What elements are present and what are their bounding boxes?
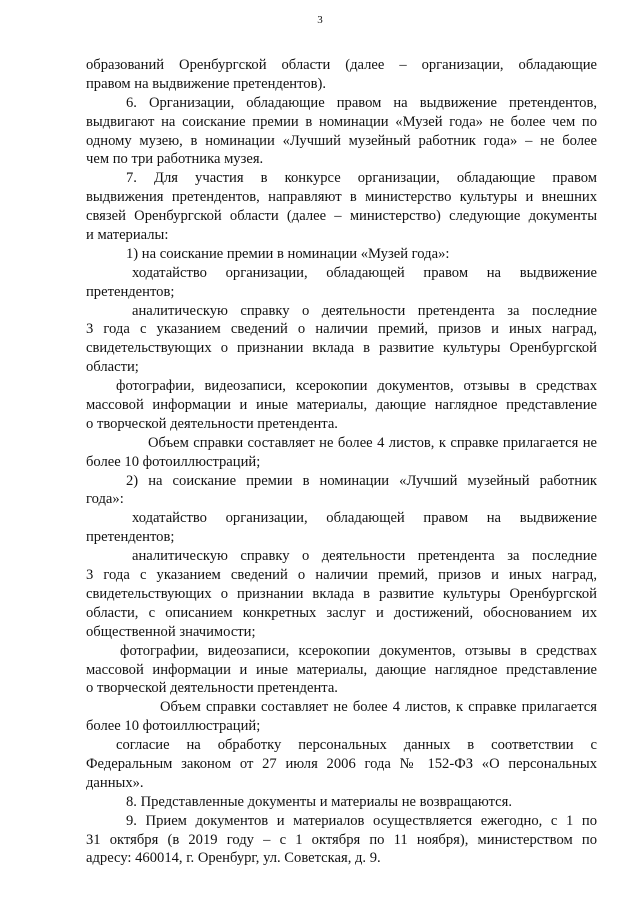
text-line: области, с описанием конкретных заслуг и достижений, обоснованием их — [86, 604, 597, 621]
text-line: более 10 фотоиллюстраций; — [86, 718, 261, 735]
text-line: ходатайство организации, обладающей правом на выдвижение — [132, 264, 597, 281]
text-line: аналитическую справку о деятельности претендента за последние — [132, 548, 597, 565]
text-line: выдвижения претендентов, направляют в министерство культуры и внешних — [86, 189, 597, 206]
text-line: свидетельствующих о признании вклада в развитие культуры Оренбургской — [86, 585, 597, 602]
text-line: более 10 фотоиллюстраций; — [86, 453, 261, 470]
text-line: массовой информации и иные материалы, дающие наглядное представление — [86, 397, 597, 414]
text-line: чем по три работника музея. — [86, 151, 264, 168]
text-line: 3 года с указанием сведений о наличии премий, призов и иных наград, — [86, 321, 597, 338]
text-line: массовой информации и иные материалы, дающие наглядное представление — [86, 661, 597, 678]
text-line: Объем справки составляет не более 4 листов, к справке прилагается — [160, 699, 597, 716]
text-line: правом на выдвижение претендентов). — [86, 75, 326, 92]
text-line: данных». — [86, 774, 144, 791]
text-line: 9. Прием документов и материалов осуществляется ежегодно, с 1 по — [126, 812, 597, 829]
text-line: года»: — [86, 491, 124, 508]
text-line: претендентов; — [86, 529, 175, 546]
page-number: 3 — [317, 14, 323, 26]
text-line: выдвигают на соискание премии в номинации «Музей года» не более чем по — [86, 113, 597, 130]
text-line: ходатайство организации, обладающей правом на выдвижение — [132, 510, 597, 527]
text-line: свидетельствующих о признании вклада в развитие культуры Оренбургской — [86, 340, 597, 357]
text-line: и материалы: — [86, 227, 169, 244]
text-line: 1) на соискание премии в номинации «Музей года»: — [126, 245, 450, 262]
text-line: адресу: 460014, г. Оренбург, ул. Советская, д. 9. — [86, 850, 381, 867]
text-line: согласие на обработку персональных данных в соответствии с — [116, 737, 597, 754]
text-line: Федеральным законом от 27 июля 2006 года № 152-ФЗ «О персональных — [86, 755, 597, 772]
text-line: Объем справки составляет не более 4 листов, к справке прилагается не — [148, 434, 597, 451]
text-line: 6. Организации, обладающие правом на выдвижение претендентов, — [126, 94, 597, 111]
text-line: о творческой деятельности претендента. — [86, 680, 338, 697]
text-line: области; — [86, 359, 139, 376]
text-line: 7. Для участия в конкурсе организации, обладающие правом — [126, 170, 597, 187]
text-line: фотографии, видеозаписи, ксерокопии документов, отзывы в средствах — [120, 642, 597, 659]
text-line: аналитическую справку о деятельности претендента за последние — [132, 302, 597, 319]
text-line: общественной значимости; — [86, 623, 256, 640]
text-line: 8. Представленные документы и материалы не возвращаются. — [126, 793, 512, 810]
text-line: 3 года с указанием сведений о наличии премий, призов и иных наград, — [86, 567, 597, 584]
text-line: о творческой деятельности претендента. — [86, 415, 338, 432]
text-line: фотографии, видеозаписи, ксерокопии документов, отзывы в средствах — [116, 378, 597, 395]
text-line: одному музею, в номинации «Лучший музейный работник года» – не более — [86, 132, 597, 149]
text-line: связей Оренбургской области (далее – министерство) следующие документы — [86, 208, 597, 225]
text-line: образований Оренбургской области (далее – организации, обладающие — [86, 57, 597, 73]
text-line: претендентов; — [86, 283, 175, 300]
text-line: 2) на соискание премии в номинации «Лучший музейный работник — [126, 472, 597, 489]
document-body — [86, 56, 597, 868]
text-line: 31 октября (в 2019 году – с 1 октября по 11 ноября), министерством по — [86, 831, 597, 848]
